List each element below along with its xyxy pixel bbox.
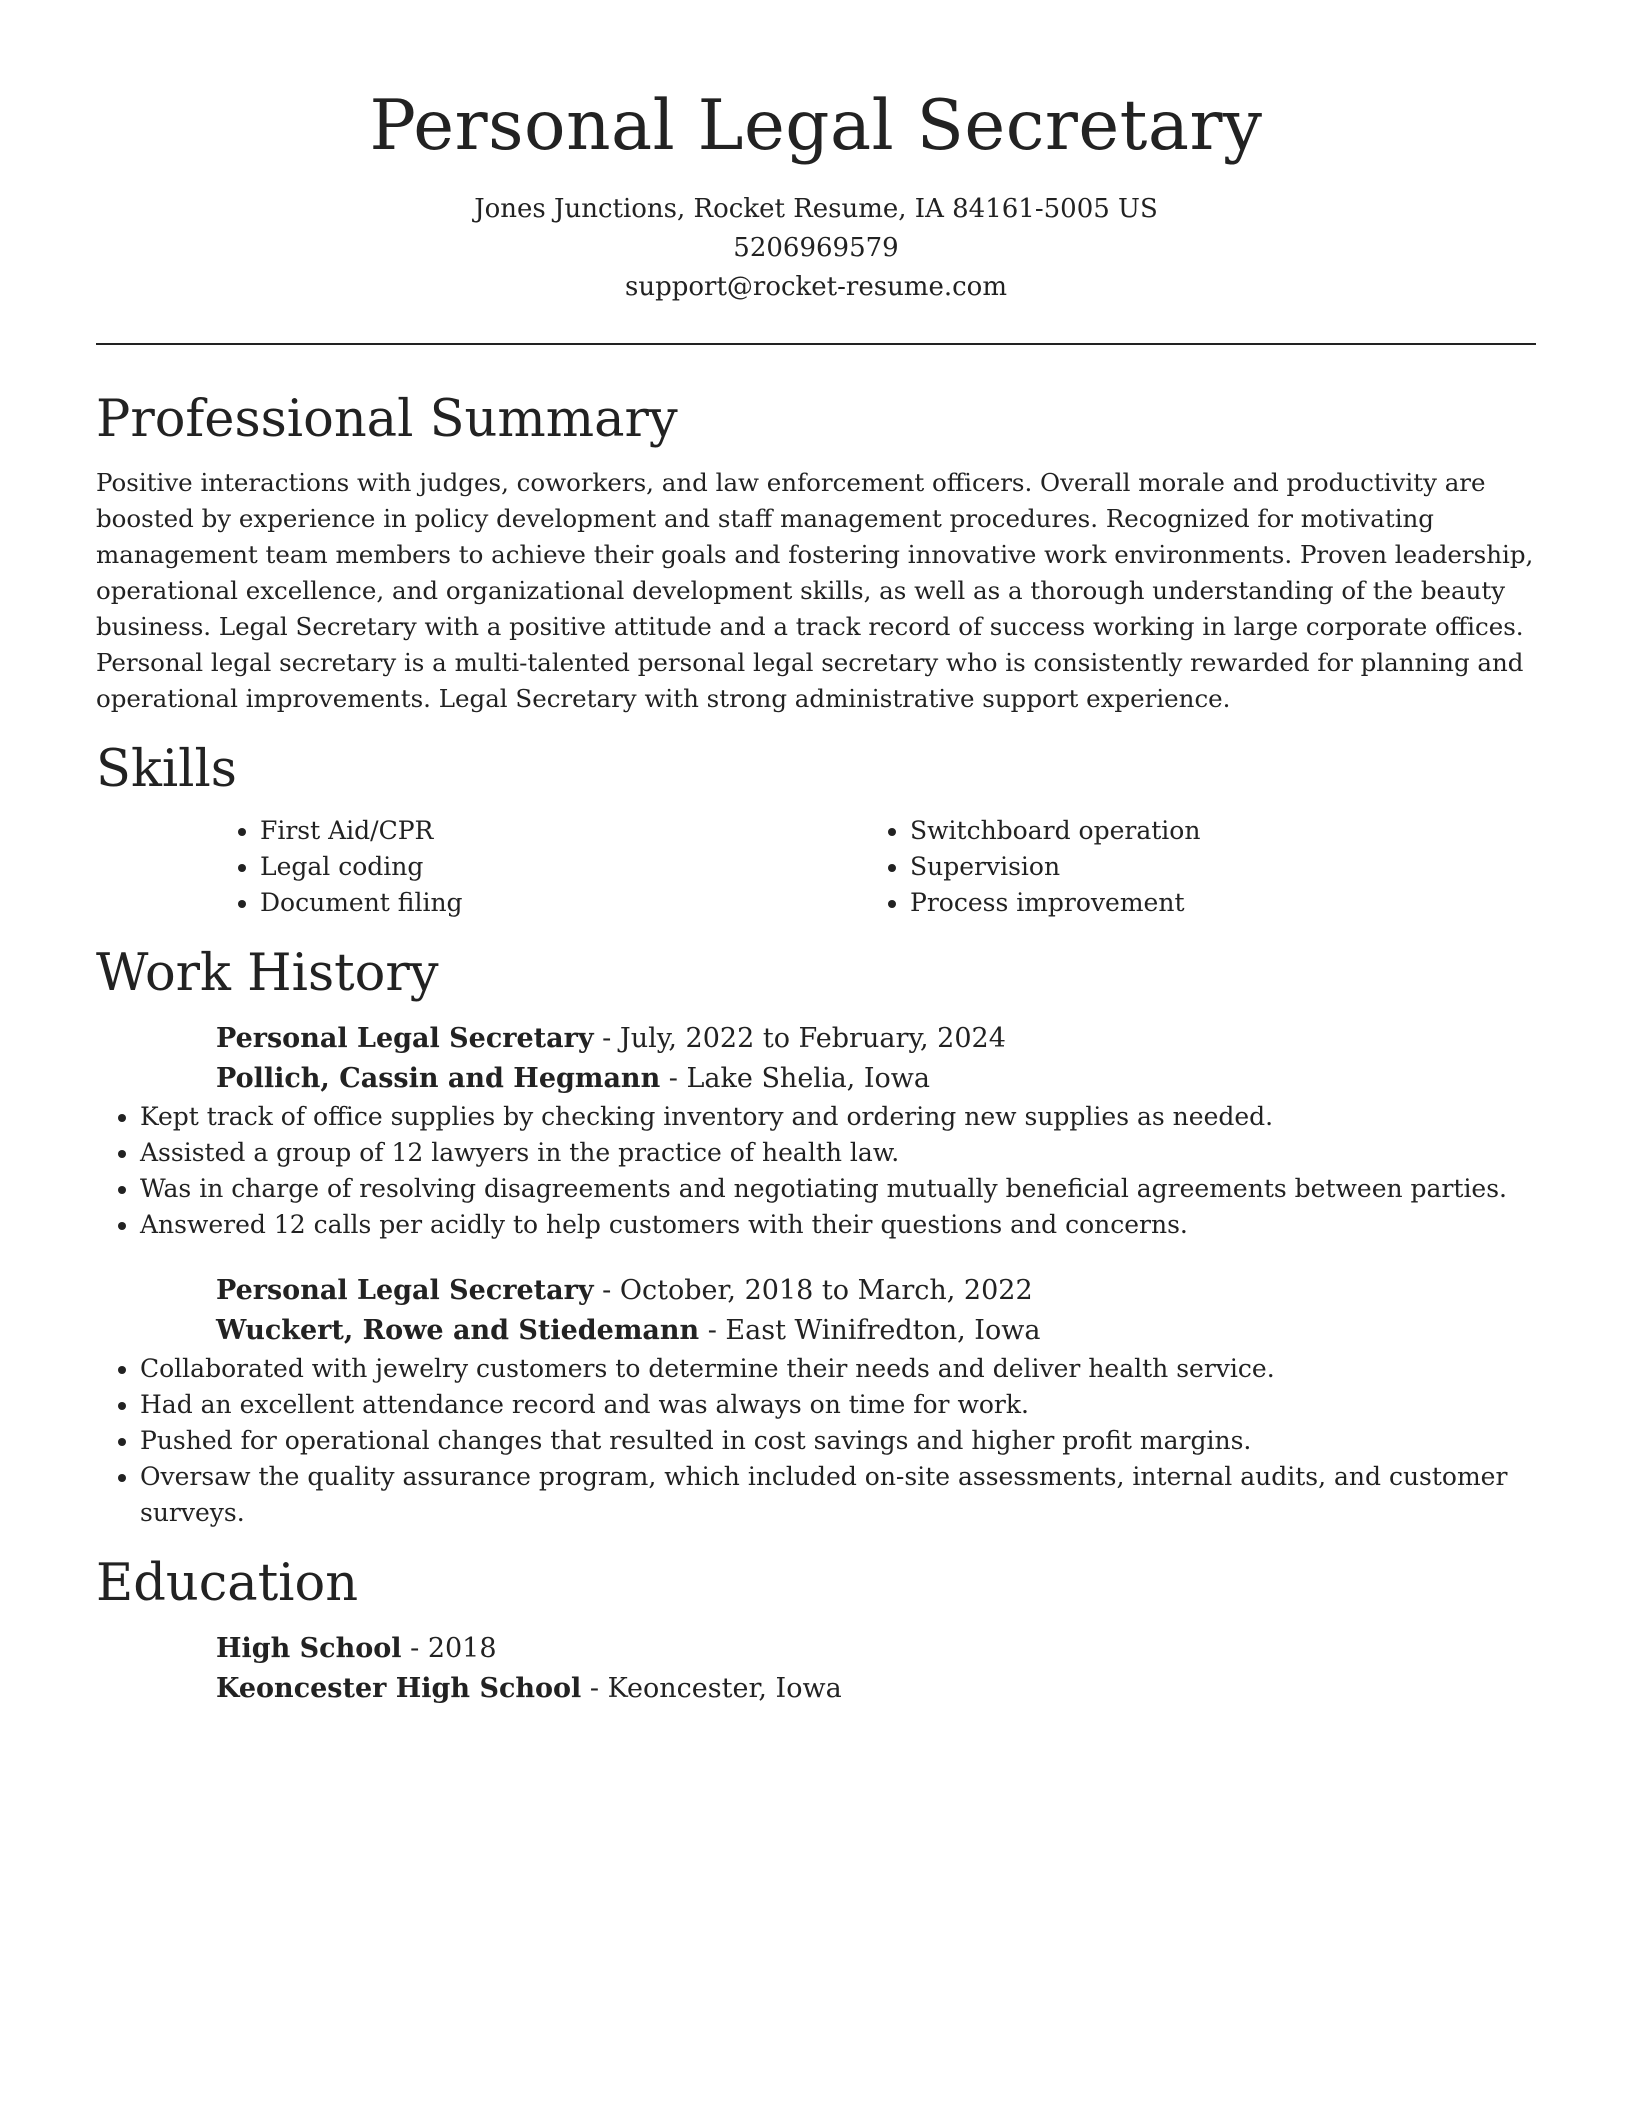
resume-header <box>96 84 1536 307</box>
job-role: Personal Legal Secretary <box>216 1023 594 1054</box>
job-duties <box>96 1351 1536 1531</box>
job-duty: • Assisted a group of 12 lawyers in the practice of health law. <box>140 1135 1536 1171</box>
job-entry <box>216 1019 1536 1099</box>
job-company: Wuckert, Rowe and Stiedemann <box>216 1315 700 1346</box>
skills-section <box>96 739 1536 921</box>
candidate-name: Personal Legal Secretary <box>369 86 1263 166</box>
education-degree: High School <box>216 1633 402 1664</box>
education-section <box>96 1553 1536 1709</box>
education-title: Education <box>96 1554 359 1613</box>
skill-item: • Switchboard operation <box>910 813 1516 849</box>
skill-item: • First Aid/CPR <box>260 813 866 849</box>
contact-info <box>96 190 1536 307</box>
skills-column-left <box>216 813 866 921</box>
work-history-section <box>96 943 1536 1531</box>
summary-title: Professional Summary <box>96 390 678 449</box>
job-company-line <box>216 1311 1536 1351</box>
job-title-line <box>216 1271 1536 1311</box>
summary-section <box>96 389 1536 717</box>
job-duty: • Had an excellent attendance record and was always on time for work. <box>140 1387 1536 1423</box>
job-duties <box>96 1099 1536 1243</box>
job-entry <box>216 1271 1536 1351</box>
skills-list <box>216 813 1536 921</box>
summary-text: Positive interactions with judges, coworkers, and law enforcement officers. Overall morale and productivity are boosted by experience in policy development and staff management procedures. Recognized for motivating management team members to achieve their goals and fostering innovative work environments. Proven leadership, operational excellence, and organizational development skills, as well as a thorough understanding of the beauty business. Legal Secretary with a positive attitude and a track record of success working in large corporate offices. Personal legal secretary is a multi-talented personal legal secretary who is consistently rewarded for planning and operational improvements. Legal Secretary with strong administrative support experience. <box>96 468 1534 713</box>
job-dates: - October, 2018 to March, 2022 <box>593 1275 1033 1306</box>
job-duty: • Collaborated with jewelry customers to determine their needs and deliver health service. <box>140 1351 1536 1387</box>
header-divider <box>96 343 1536 345</box>
education-school: Keoncester High School <box>216 1673 582 1704</box>
job-duty: • Oversaw the quality assurance program, which included on-site assessments, internal audits, and customer surveys. <box>140 1459 1536 1531</box>
job-company-line <box>216 1059 1536 1099</box>
education-school-line <box>216 1669 1536 1709</box>
job-duty: • Answered 12 calls per acidly to help customers with their questions and concerns. <box>140 1207 1536 1243</box>
education-year: - 2018 <box>401 1633 497 1664</box>
job-location: - East Winifredton, Iowa <box>699 1315 1041 1346</box>
skill-item: • Legal coding <box>260 849 866 885</box>
work-history-title: Work History <box>96 944 439 1003</box>
job-title-line <box>216 1019 1536 1059</box>
skill-item: • Document filing <box>260 885 866 921</box>
education-degree-line <box>216 1629 1536 1669</box>
skills-column-right <box>866 813 1516 921</box>
job-role: Personal Legal Secretary <box>216 1275 594 1306</box>
education-entry <box>216 1629 1536 1709</box>
job-duty: • Was in charge of resolving disagreements and negotiating mutually beneficial agreements between parties. <box>140 1171 1536 1207</box>
job-duty: • Kept track of office supplies by checking inventory and ordering new supplies as needed. <box>140 1099 1536 1135</box>
skills-title: Skills <box>96 740 237 799</box>
email-address: support@rocket-resume.com <box>624 272 1007 302</box>
education-location: - Keoncester, Iowa <box>581 1673 842 1704</box>
job-location: - Lake Shelia, Iowa <box>660 1063 930 1094</box>
phone-number: 5206969579 <box>733 233 899 263</box>
skill-item: • Process improvement <box>910 885 1516 921</box>
skill-item: • Supervision <box>910 849 1516 885</box>
address: Jones Junctions, Rocket Resume, IA 84161-5005 US <box>474 194 1158 224</box>
job-dates: - July, 2022 to February, 2024 <box>593 1023 1006 1054</box>
job-company: Pollich, Cassin and Hegmann <box>216 1063 661 1094</box>
job-duty: • Pushed for operational changes that resulted in cost savings and higher profit margins. <box>140 1423 1536 1459</box>
